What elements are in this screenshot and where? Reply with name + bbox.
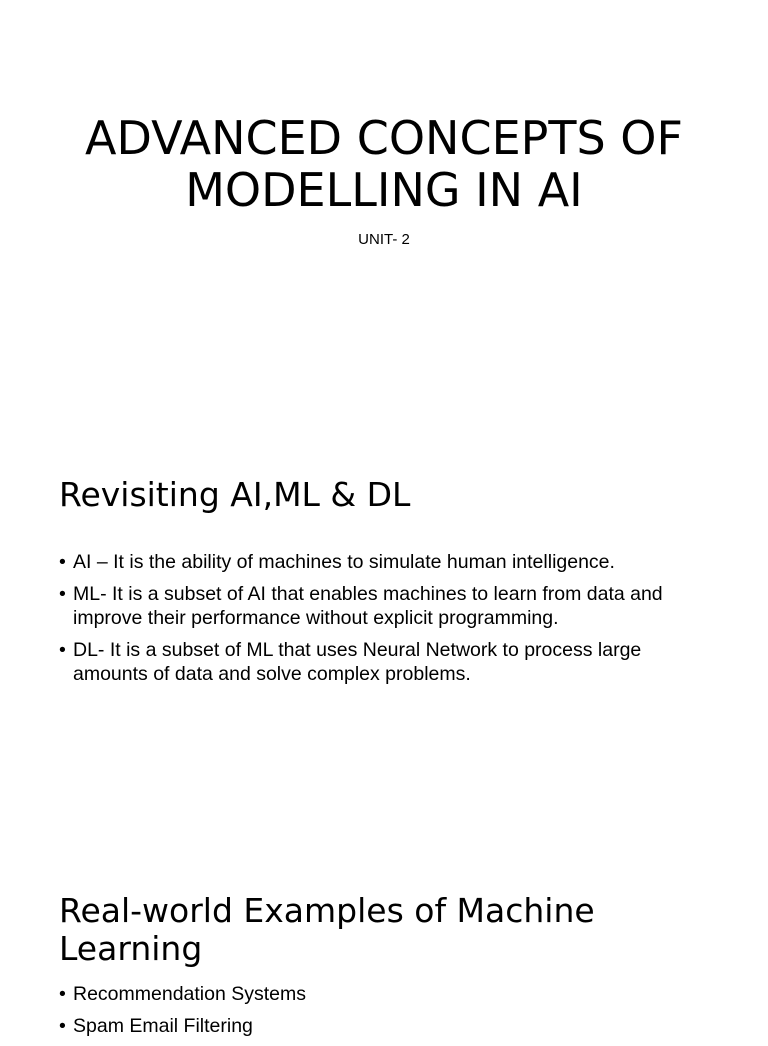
title-slide xyxy=(0,0,768,432)
list-item xyxy=(59,550,709,574)
slide-heading: Revisiting AI,ML & DL xyxy=(59,475,411,514)
bullet-icon: • xyxy=(59,639,66,661)
bullet-text: AI – It is the ability of machines to simulate human intelligence. xyxy=(73,551,615,573)
bullet-list xyxy=(59,982,709,1046)
slide-revisiting xyxy=(0,432,768,864)
bullet-icon: • xyxy=(59,1015,66,1037)
bullet-icon: • xyxy=(59,983,66,1005)
bullet-list xyxy=(59,550,709,694)
bullet-text: DL- It is a subset of ML that uses Neural Network to process large amounts of data and solve complex problems. xyxy=(73,639,642,685)
slide-ml-examples xyxy=(0,864,768,1037)
bullet-text: Spam Email Filtering xyxy=(73,1015,253,1037)
bullet-text: Recommendation Systems xyxy=(73,983,307,1005)
bullet-icon: • xyxy=(59,583,66,605)
presentation-title: ADVANCED CONCEPTS OF MODELLING IN AI xyxy=(85,111,683,217)
list-item xyxy=(59,982,709,1006)
bullet-icon: • xyxy=(59,551,66,573)
presentation-subtitle: UNIT- 2 xyxy=(358,231,410,248)
bullet-text: ML- It is a subset of AI that enables machines to learn from data and improve their performance without explicit programming. xyxy=(73,583,663,629)
list-item xyxy=(59,582,709,630)
list-item xyxy=(59,1014,709,1038)
slide-heading: Real-world Examples of Machine Learning xyxy=(59,891,595,968)
list-item xyxy=(59,638,709,686)
